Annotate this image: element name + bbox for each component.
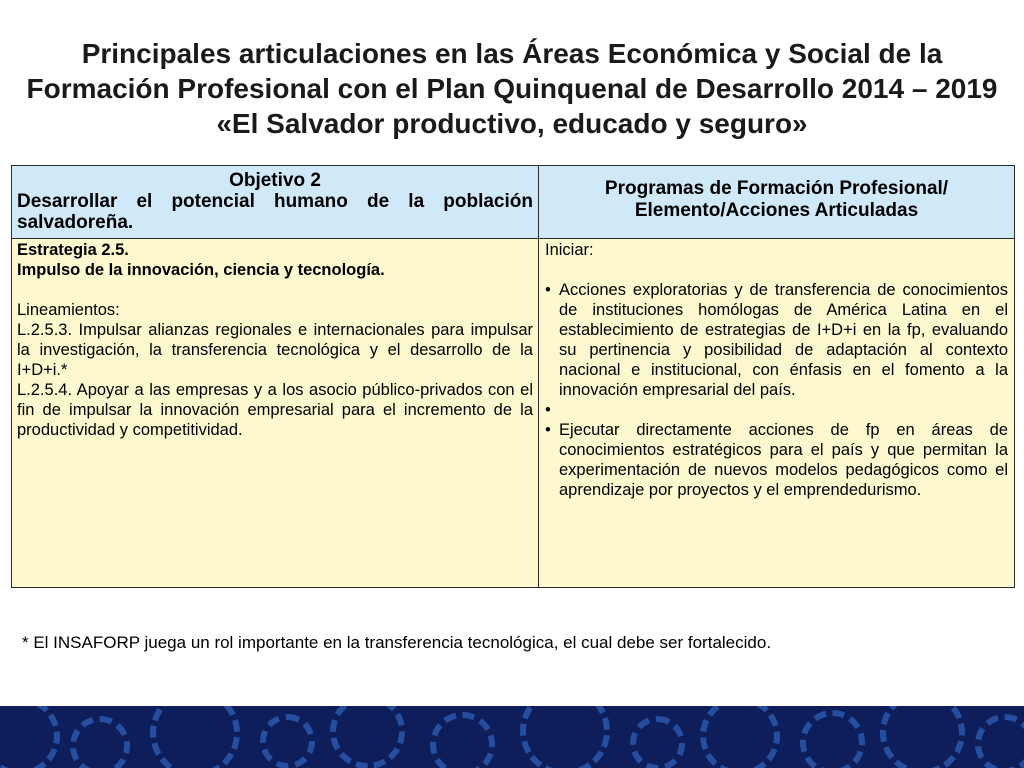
actions-intro: Iniciar: bbox=[545, 241, 594, 259]
gear-icon bbox=[0, 706, 60, 768]
strategy-title: Impulso de la innovación, ciencia y tecnología. bbox=[17, 261, 385, 279]
programs-heading: Programas de Formación Profesional/ Elemento/Acciones Articuladas bbox=[604, 178, 949, 221]
decorative-gear-band bbox=[0, 706, 1024, 768]
table-header-row bbox=[12, 166, 1015, 239]
body-cell-strategy bbox=[12, 239, 539, 588]
lineamientos-label: Lineamientos: bbox=[17, 301, 120, 319]
actions-list bbox=[545, 280, 1008, 500]
gear-icon bbox=[800, 710, 865, 768]
header-cell-objective bbox=[12, 166, 539, 239]
gear-icon bbox=[150, 706, 240, 768]
list-item: • Ejecutar directamente acciones de fp en áreas de conocimientos estratégicos para el país y que permitan la experimentación de nuevos modelos pedagógicos como el aprendizaje por proyectos y el emprendedurismo. bbox=[545, 420, 1008, 500]
gear-icon bbox=[70, 716, 130, 768]
list-item: • Acciones exploratorias y de transferencia de conocimientos de instituciones homólogas de América Latina en el establecimiento de estrategias de I+D+i en la fp, evaluando su pertinencia y posibilidad de adaptación al contexto nacional e institucional, con énfasis en el fomento a la innovación empresarial del país. bbox=[545, 280, 1008, 400]
strategy-label: Estrategia 2.5. bbox=[17, 241, 129, 259]
objective-label: Objetivo 2 bbox=[229, 170, 321, 191]
table-body-row bbox=[12, 239, 1015, 588]
gear-icon bbox=[330, 706, 405, 768]
footnote: * El INSAFORP juega un rol importante en la transferencia tecnológica, el cual debe ser fortalecido. bbox=[22, 633, 772, 652]
body-cell-actions bbox=[539, 239, 1015, 588]
gear-icon bbox=[880, 706, 965, 768]
gear-icon bbox=[975, 714, 1024, 768]
slide-title: Principales articulaciones en las Áreas Económica y Social de la Formación Profesional con el Plan Quinquenal de Desarrollo 2014 – 2019 «El Salvador productivo, educado y seguro» bbox=[26, 38, 998, 139]
gear-icon bbox=[430, 712, 495, 768]
lineamiento-l253: L.2.5.3. Impulsar alianzas regionales e internacionales para impulsar la investigación, la transferencia tecnológica y el desarrollo de la I+D+i.* bbox=[17, 321, 533, 379]
gear-icon bbox=[520, 706, 610, 768]
gear-icon bbox=[630, 716, 685, 768]
gear-icon bbox=[700, 706, 780, 768]
articulation-table bbox=[11, 165, 1015, 588]
objective-text: Desarrollar el potencial humano de la población salvadoreña. bbox=[17, 191, 533, 233]
gear-icon bbox=[260, 714, 315, 768]
header-cell-programs bbox=[539, 166, 1015, 239]
lineamiento-l254: L.2.5.4. Apoyar a las empresas y a los asocio público-privados con el fin de impulsar la innovación empresarial para el incremento de la productividad y competitividad. bbox=[17, 381, 533, 439]
